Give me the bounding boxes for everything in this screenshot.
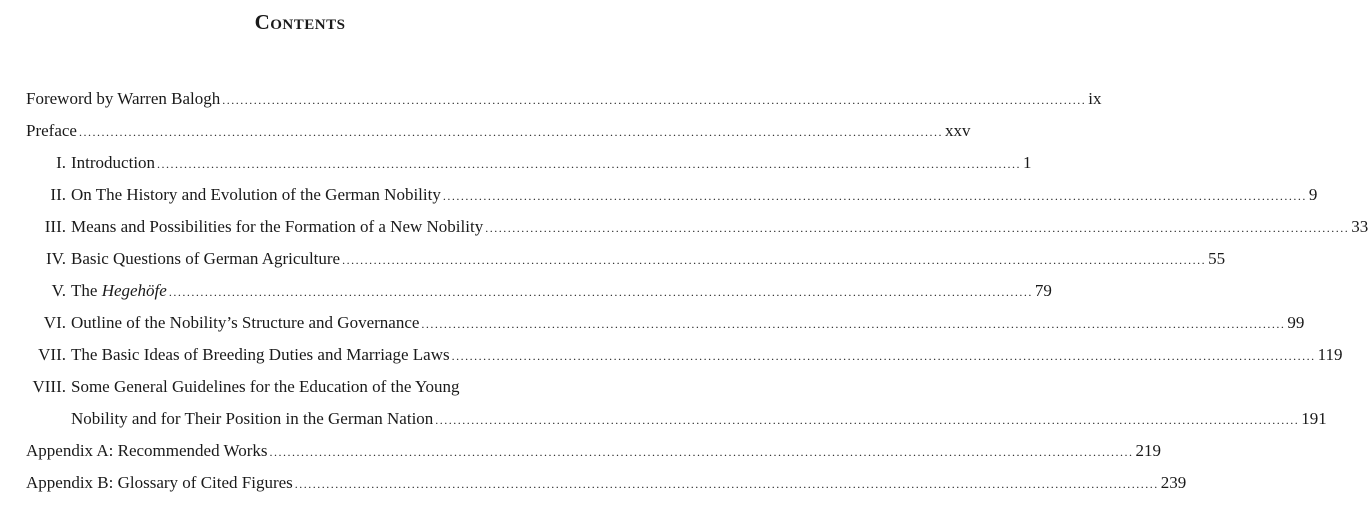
toc-entry-label	[71, 275, 167, 307]
toc-page-number: 119	[1317, 345, 1343, 364]
toc-entry-chapter-7[interactable]	[26, 339, 1343, 371]
toc-entry-chapter-4[interactable]	[26, 243, 1226, 275]
dot-leader	[79, 116, 943, 148]
toc-entry-label: Foreword by Warren Balogh	[26, 89, 221, 108]
toc-entry-chapter-2[interactable]	[26, 179, 1318, 211]
chapter-number: III.	[44, 217, 66, 236]
contents-title: Contents	[254, 10, 346, 34]
toc-entry-chapter-5[interactable]	[26, 275, 1052, 307]
toc-entry-label: Basic Questions of German Agriculture	[71, 249, 341, 268]
table-of-contents	[26, 83, 1368, 499]
toc-entry-appendix-b[interactable]	[26, 467, 1187, 499]
toc-entry-chapter-3[interactable]	[26, 211, 1368, 243]
toc-entry-label: Some General Guidelines for the Education of the Young	[71, 377, 460, 396]
toc-entry-label: Outline of the Nobility’s Structure and Governance	[71, 313, 420, 332]
toc-page-number: 55	[1208, 249, 1226, 268]
toc-entry-chapter-8-line-1[interactable]	[26, 371, 580, 403]
chapter-number: V.	[51, 281, 66, 300]
dot-leader	[443, 180, 1307, 212]
toc-entry-label: Nobility and for Their Position in the German Nation	[71, 409, 434, 428]
toc-entry-label: The Basic Ideas of Breeding Duties and Marriage Laws	[71, 345, 450, 364]
toc-page-number: 239	[1160, 473, 1187, 492]
dot-leader	[435, 404, 1299, 436]
toc-entry-label-prefix: The	[71, 281, 102, 300]
dot-leader	[269, 436, 1133, 468]
chapter-number: IV.	[46, 249, 66, 268]
toc-entry-chapter-6[interactable]	[26, 307, 1305, 339]
dot-leader	[295, 468, 1159, 500]
toc-entry-label: Introduction	[71, 153, 156, 172]
toc-entry-foreword[interactable]	[26, 83, 1102, 115]
chapter-number: II.	[50, 185, 66, 204]
toc-entry-label: On The History and Evolution of the German Nobility	[71, 185, 441, 204]
chapter-number: VII.	[38, 345, 66, 364]
dot-leader	[485, 212, 1349, 244]
toc-entry-label: Appendix A: Recommended Works	[26, 441, 268, 460]
dot-leader	[452, 340, 1316, 372]
toc-page-number: 219	[1135, 441, 1161, 460]
dot-leader	[342, 244, 1206, 276]
toc-entry-label: Appendix B: Glossary of Cited Figures	[26, 473, 293, 492]
toc-page-number: 99	[1287, 313, 1305, 332]
chapter-number: I.	[56, 153, 66, 172]
chapter-number: VIII.	[32, 377, 66, 396]
toc-entry-chapter-8-line-2[interactable]	[26, 403, 1327, 435]
toc-page-number: ix	[1088, 89, 1102, 108]
toc-entry-chapter-1[interactable]	[26, 147, 1032, 179]
toc-page-number: xxv	[944, 121, 971, 140]
toc-entry-appendix-a[interactable]	[26, 435, 1161, 467]
toc-entry-label-italic: Hegehöfe	[101, 281, 167, 300]
toc-page-number: 1	[1023, 153, 1032, 172]
dot-leader	[421, 308, 1285, 340]
toc-page-number: 33	[1351, 217, 1368, 236]
toc-entry-label: Preface	[26, 121, 77, 140]
toc-page-number: 9	[1308, 185, 1318, 204]
dot-leader	[222, 84, 1086, 116]
dot-leader	[169, 276, 1033, 308]
toc-page-number: 191	[1301, 409, 1327, 428]
toc-entry-label: Means and Possibilities for the Formation of a New Nobility	[71, 217, 484, 236]
toc-page-number: 79	[1034, 281, 1052, 300]
dot-leader	[157, 148, 1021, 180]
chapter-number: VI.	[43, 313, 66, 332]
toc-entry-preface[interactable]	[26, 115, 971, 147]
